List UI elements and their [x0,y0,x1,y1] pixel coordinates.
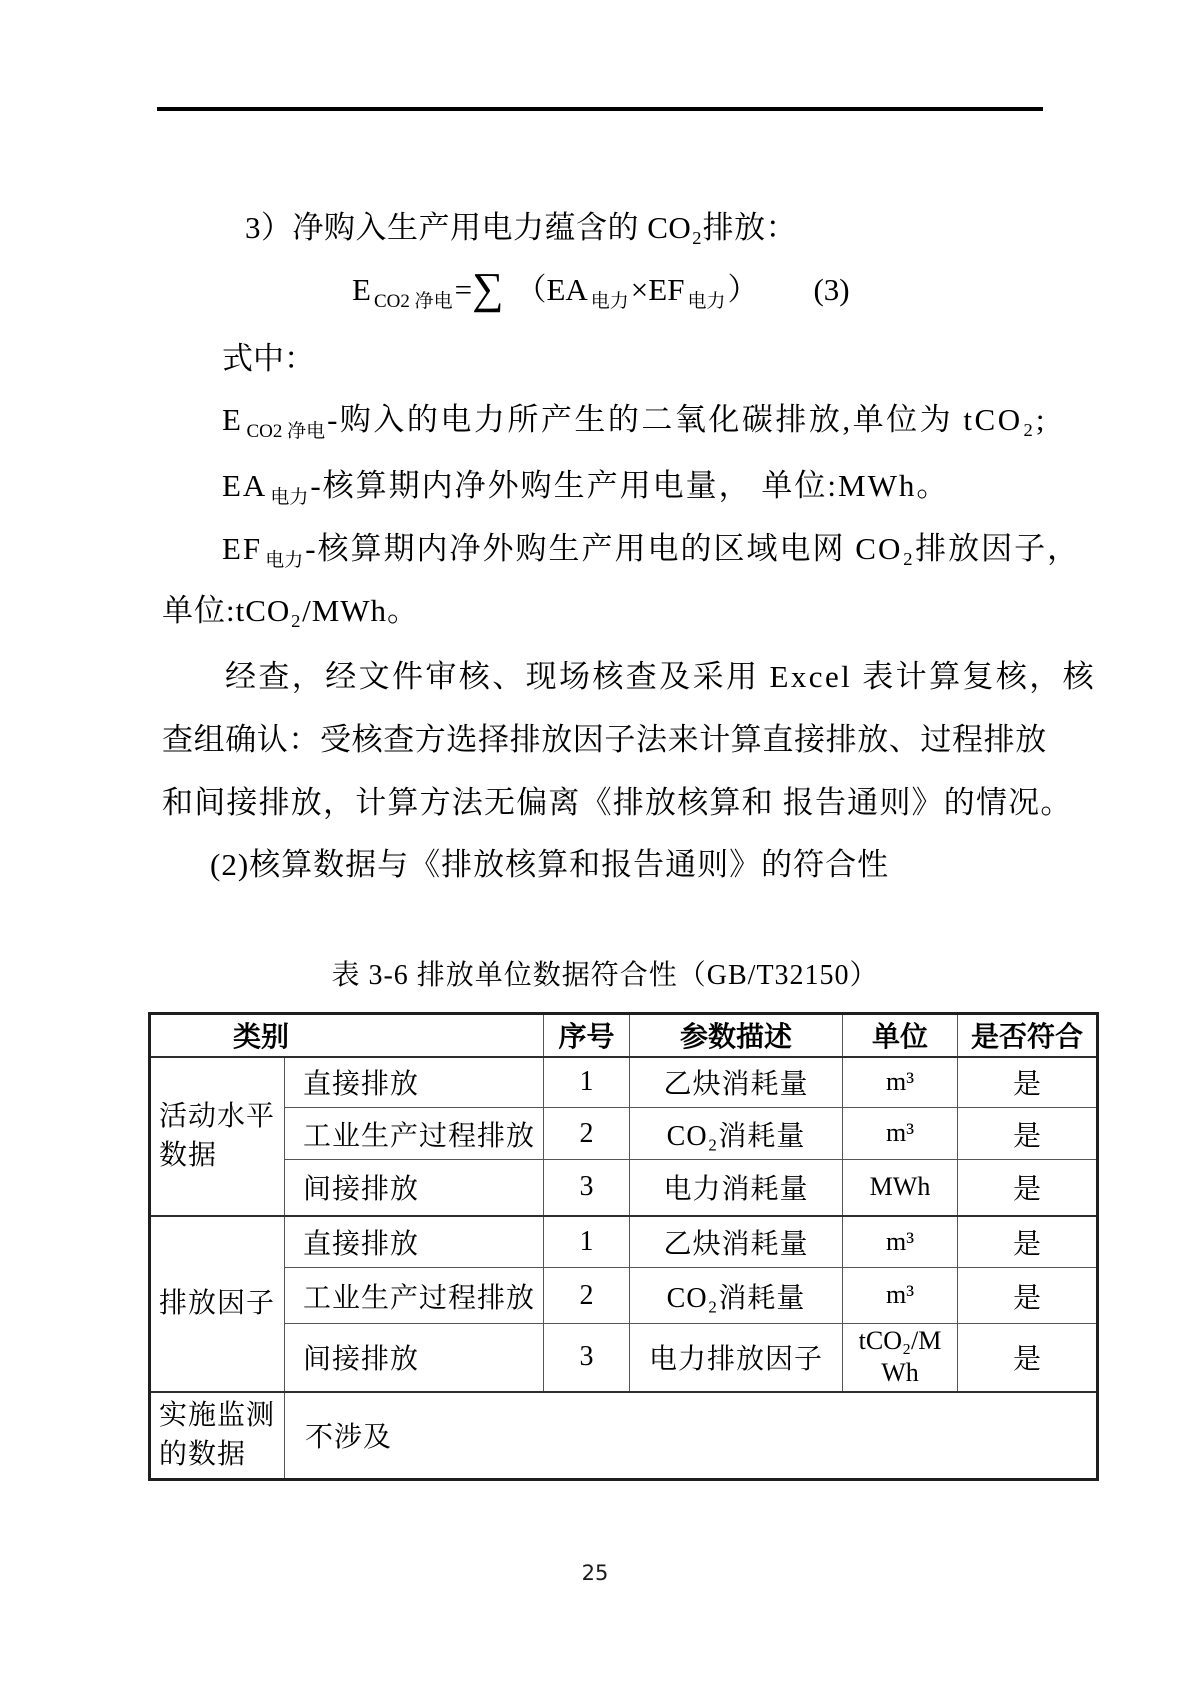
table-row [150,1057,1098,1108]
def-ea-subscript: 电力 [270,487,309,508]
formula-times: × [630,272,649,307]
index-cell: 3 [544,1160,630,1216]
def-ef-base: EF [222,531,263,566]
group-label-monitoring-data: 实施监测的数据 [150,1392,285,1480]
formula-close-paren: ） [727,272,759,307]
table-row [150,1216,1098,1268]
index-cell: 1 [544,1216,630,1268]
paragraph-line-3: 和间接排放，计算方法无偏离《排放核算和 报告通则》的情况。 [162,785,1073,820]
table-row [150,1324,1098,1392]
paragraph-line-1: 经查，经文件审核、现场核查及采用 Excel 表计算复核，核 [225,659,1097,694]
param-cell: CO₂消耗量 [630,1268,843,1324]
subcategory-cell: 直接排放 [285,1216,544,1268]
def-e-base: E [222,402,244,437]
param-cell: 电力排放因子 [630,1324,843,1392]
subcategory-cell: 间接排放 [285,1160,544,1216]
param-cell: CO₂消耗量 [630,1108,843,1160]
formula-ea-base: EA [546,272,588,307]
definition-ea [222,468,949,509]
subcategory-cell: 直接排放 [285,1057,544,1108]
header-conform: 是否符合 [958,1014,1098,1057]
definition-e [222,402,1047,443]
param-cell: 乙炔消耗量 [630,1216,843,1268]
formula-e-base: E [352,272,371,307]
def-ef-text: -核算期内净外购生产用电的区域电网 CO₂排放因子， [305,531,1081,566]
header-param: 参数描述 [630,1014,843,1057]
index-cell: 3 [544,1324,630,1392]
unit-cell: m³ [843,1108,958,1160]
table-row [150,1108,1098,1160]
paragraph-line-2: 查组确认：受核查方选择排放因子法来计算直接排放、过程排放 [162,722,1047,757]
conform-cell: 是 [958,1268,1098,1324]
header-rule [157,107,1043,111]
subcategory-cell: 工业生产过程排放 [285,1108,544,1160]
conform-cell: 是 [958,1324,1098,1392]
subcategory-cell: 间接排放 [285,1324,544,1392]
param-cell: 电力消耗量 [630,1160,843,1216]
unit-cell: m³ [843,1216,958,1268]
table-header-row [150,1014,1098,1057]
formula-e-subscript: CO2 净电 [373,291,453,312]
def-ea-base: EA [222,468,268,503]
formula-3 [352,264,850,313]
index-cell: 2 [544,1268,630,1324]
header-category: 类别 [150,1014,544,1057]
formula-ef-subscript: 电力 [687,291,726,312]
section-heading: 3）净购入生产用电力蕴含的 CO₂排放： [245,210,798,245]
def-e-text: -购入的电力所产生的二氧化碳排放,单位为 tCO₂; [327,402,1048,437]
where-label: 式中： [222,341,315,376]
def-ef-subscript: 电力 [265,550,304,571]
param-cell: 乙炔消耗量 [630,1057,843,1108]
conform-cell: 是 [958,1108,1098,1160]
header-unit: 单位 [843,1014,958,1057]
subcategory-cell: 工业生产过程排放 [285,1268,544,1324]
def-e-subscript: CO2 净电 [246,421,326,442]
unit-cell: m³ [843,1057,958,1108]
formula-ea-subscript: 电力 [590,291,629,312]
table-row [150,1160,1098,1216]
conform-cell: 是 [958,1057,1098,1108]
definition-ef-continued: 单位:tCO₂/MWh。 [162,593,420,628]
definition-ef [222,531,1080,572]
table-row [150,1392,1098,1480]
table-row [150,1268,1098,1324]
def-ea-text: -核算期内净外购生产用电量， 单位:MWh。 [310,468,950,503]
table-caption: 表 3-6 排放单位数据符合性（GB/T32150） [331,960,879,991]
formula-equals: = [454,272,473,307]
unit-cell: m³ [843,1268,958,1324]
unit-cell: MWh [843,1160,958,1216]
not-applicable-cell: 不涉及 [285,1392,1098,1480]
group-label-activity-data: 活动水平数据 [150,1057,285,1216]
conformance-table [148,1012,1099,1481]
conform-cell: 是 [958,1160,1098,1216]
equation-number: (3) [813,272,850,307]
formula-open-paren: （ [515,272,547,307]
unit-cell: tCO₂/MWh [843,1324,958,1392]
index-cell: 1 [544,1057,630,1108]
page-number: 25 [581,1561,609,1585]
sigma-symbol: ∑ [472,264,504,313]
header-index: 序号 [544,1014,630,1057]
subsection-heading: (2)核算数据与《排放核算和报告通则》的符合性 [210,847,890,882]
group-label-emission-factor: 排放因子 [150,1216,285,1392]
index-cell: 2 [544,1108,630,1160]
conform-cell: 是 [958,1216,1098,1268]
formula-ef-base: EF [648,272,685,307]
